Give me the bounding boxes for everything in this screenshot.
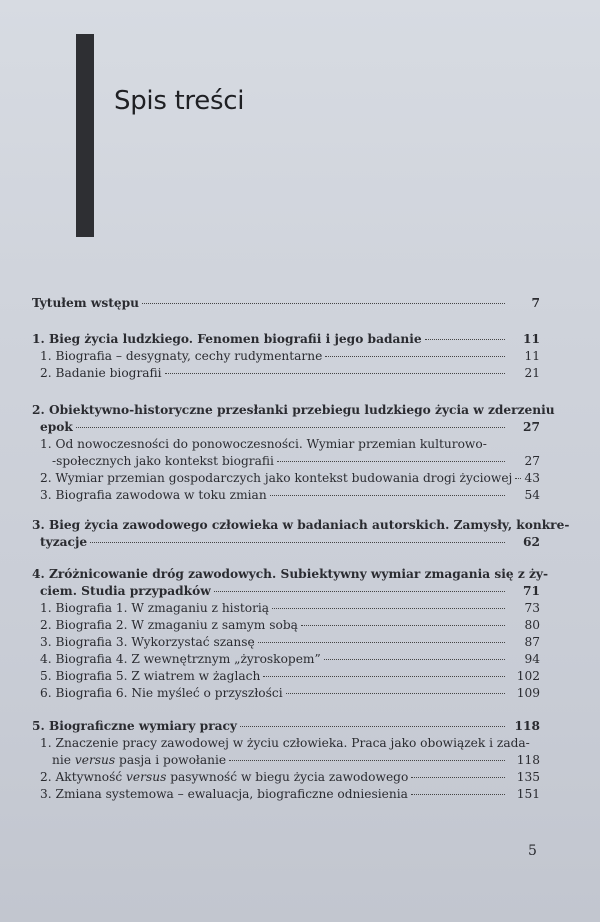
toc-5-1-line1: 1. Znaczenie pracy zawodowej w życiu człowieka. Praca jako obowiązek i zada-	[40, 736, 530, 750]
toc-label: 3. Biografia zawodowa w toku zmian	[40, 488, 267, 502]
toc-label: epok	[40, 420, 73, 434]
toc-entry-chapter-3[interactable]	[40, 535, 540, 552]
toc-label: 2. Badanie biografii	[40, 366, 162, 380]
toc-page: 94	[524, 652, 540, 666]
toc-label: tyzacje	[40, 535, 88, 549]
toc-entry-2-3[interactable]	[40, 488, 540, 505]
text: 2. Aktywność	[40, 770, 127, 784]
toc-page: 118	[516, 753, 540, 767]
toc-page: 102	[516, 669, 540, 683]
page-number: 5	[528, 843, 537, 859]
toc-label: 5. Biograficzne wymiary pracy	[32, 719, 238, 733]
toc-label: ciem. Studia przypadków	[40, 584, 211, 598]
text: pasywność w biegu życia zawodowego	[166, 770, 409, 784]
toc-entry-4-3[interactable]	[40, 635, 540, 652]
toc-page: 7	[531, 296, 540, 310]
toc-entry-chapter-2[interactable]	[40, 420, 540, 437]
toc-label: 4. Biografia 4. Z wewnętrznym „żyroskopem”	[40, 652, 321, 666]
toc-entry-intro[interactable]	[32, 296, 540, 313]
toc-entry-4-6[interactable]	[40, 686, 540, 703]
toc-page: 135	[516, 770, 540, 784]
toc-page: 11	[524, 349, 540, 363]
toc-label: -społecznych jako kontekst biografii	[52, 454, 274, 468]
toc-entry-1-1[interactable]	[40, 349, 540, 366]
text-italic: versus	[126, 770, 167, 784]
toc-chapter-3-line1: 3. Bieg życia zawodowego człowieka w badaniach autorskich. Zamysły, konkre-	[32, 518, 570, 532]
toc-entry-4-2[interactable]	[40, 618, 540, 635]
toc-page: 151	[516, 787, 540, 801]
toc-entry-5-2[interactable]	[40, 770, 540, 787]
toc-chapter-4-line1: 4. Zróżnicowanie dróg zawodowych. Subiektywny wymiar zmagania się z ży-	[32, 567, 549, 581]
toc-entry-4-5[interactable]	[40, 669, 540, 686]
toc-2-1-line1: 1. Od nowoczesności do ponowoczesności. Wymiar przemian kulturowo-	[40, 437, 487, 451]
toc-label: 2. Biografia 2. W zmaganiu z samym sobą	[40, 618, 298, 632]
toc-label	[40, 770, 408, 784]
bleed-through-text	[420, 40, 590, 240]
toc-page: 11	[523, 332, 540, 346]
page-title: Spis treści	[114, 86, 245, 116]
toc-page: 118	[514, 719, 540, 733]
toc-page: 54	[524, 488, 540, 502]
title-bar	[76, 34, 94, 237]
toc-entry-chapter-4[interactable]	[40, 584, 540, 601]
toc-entry-4-1[interactable]	[40, 601, 540, 618]
toc-entry-5-1[interactable]	[52, 753, 540, 770]
toc-label: 3. Zmiana systemowa – ewaluacja, biograficzne odniesienia	[40, 787, 408, 801]
toc-chapter-2-line1: 2. Obiektywno-historyczne przesłanki przebiegu ludzkiego życia w zderzeniu	[32, 403, 555, 417]
toc-page: 71	[523, 584, 540, 598]
text: pasja i powołanie	[115, 753, 227, 767]
toc-label: 5. Biografia 5. Z wiatrem w żaglach	[40, 669, 261, 683]
toc-page: 43	[524, 471, 540, 485]
toc-label: Tytułem wstępu	[32, 296, 140, 310]
toc-entry-1-2[interactable]	[40, 366, 540, 383]
toc-entry-chapter-1[interactable]	[32, 332, 540, 349]
text: nie	[52, 753, 75, 767]
toc-label: 6. Biografia 6. Nie myśleć o przyszłości	[40, 686, 283, 700]
toc-label	[52, 753, 226, 767]
toc-entry-2-2[interactable]	[40, 471, 540, 488]
toc-label: 1. Bieg życia ludzkiego. Fenomen biografii i jego badanie	[32, 332, 422, 346]
toc-page: 62	[523, 535, 540, 549]
toc-page: 27	[523, 420, 540, 434]
toc-page: 21	[524, 366, 540, 380]
toc-page: 80	[524, 618, 540, 632]
toc-page: 109	[516, 686, 540, 700]
toc-entry-4-4[interactable]	[40, 652, 540, 669]
toc-label: 2. Wymiar przemian gospodarczych jako kontekst budowania drogi życiowej	[40, 471, 513, 485]
toc-label: 1. Biografia – desygnaty, cechy rudymentarne	[40, 349, 323, 363]
text-italic: versus	[74, 753, 116, 767]
toc-page: 27	[524, 454, 540, 468]
toc-label: 1. Biografia 1. W zmaganiu z historią	[40, 601, 270, 615]
toc-page: 73	[524, 601, 540, 615]
toc-entry-5-3[interactable]	[40, 787, 540, 804]
toc-entry-2-1[interactable]	[52, 454, 540, 471]
toc-page: 87	[524, 635, 540, 649]
toc-label: 3. Biografia 3. Wykorzystać szansę	[40, 635, 255, 649]
toc-entry-chapter-5[interactable]	[32, 719, 540, 736]
